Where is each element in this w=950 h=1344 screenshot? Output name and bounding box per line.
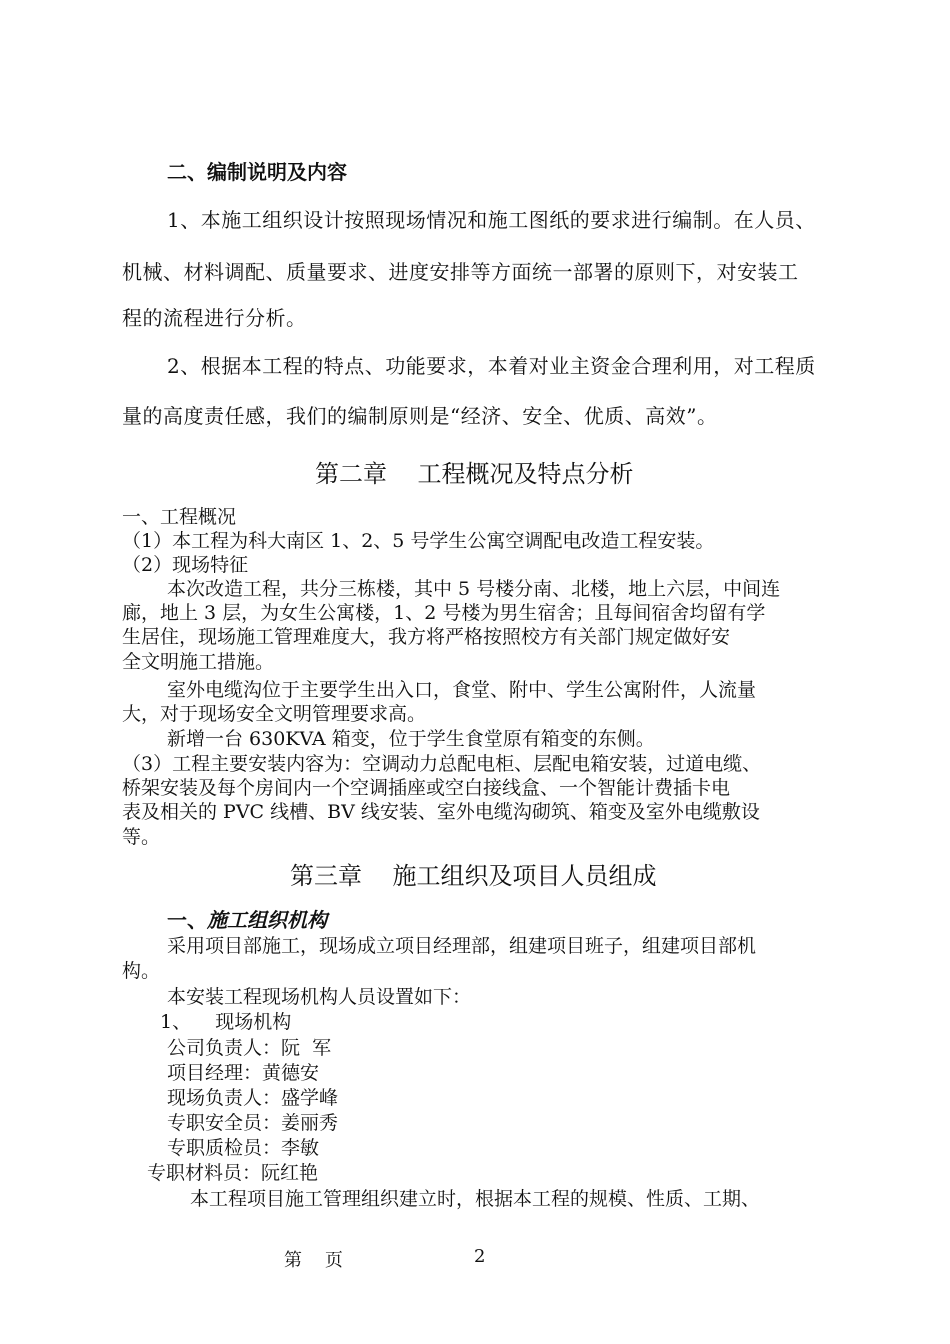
subsection-number: 一、 [167,908,207,932]
body-line: 等。 [122,826,161,848]
chapter-title: 第三章 施工组织及项目人员组成 [290,862,657,890]
body-line: 全文明施工措施。 [122,651,275,673]
body-line: 大，对于现场安全文明管理要求高。 [122,703,427,725]
subsection-heading [167,904,327,933]
body-line: 表及相关的 PVC 线槽、BV 线安装、室外电缆沟砌筑、箱变及室外电缆敷设 [122,801,760,823]
staff-line: 专职质检员：李敏 [167,1137,320,1159]
staff-line: 专职材料员：阮红艳 [147,1162,319,1184]
paragraph-line: 1、本施工组织设计按照现场情况和施工图纸的要求进行编制。在人员、 [167,208,816,232]
paragraph-line: 量的高度责任感，我们的编制原则是“经济、安全、优质、高效”。 [122,404,718,428]
body-line: 生居住，现场施工管理难度大，我方将严格按照校方有关部门规定做好安 [122,626,731,648]
body-line: 本工程项目施工管理组织建立时，根据本工程的规模、性质、工期、 [190,1188,761,1210]
paragraph-line: 机械、材料调配、质量要求、进度安排等方面统一部署的原则下，对安装工 [122,260,799,284]
body-line: 桥架安装及每个房间内一个空调插座或空白接线盒、一个智能计费插卡电 [122,777,731,799]
body-line: 本次改造工程，共分三栋楼，其中 5 号楼分南、北楼，地上六层，中间连 [167,578,781,600]
body-line: 廊，地上 3 层，为女生公寓楼，1、2 号楼为男生宿舍；且每间宿舍均留有学 [122,602,766,624]
chapter-title: 第二章 工程概况及特点分析 [315,460,634,488]
body-line: 本安装工程现场机构人员设置如下： [167,986,472,1008]
body-line: 构。 [122,960,161,982]
list-heading: 1、 现场机构 [160,1011,292,1033]
staff-line: 公司负责人：阮 军 [167,1037,332,1059]
staff-line: 项目经理：黄德安 [167,1062,320,1084]
staff-line: 专职安全员：姜丽秀 [167,1112,339,1134]
page-number: 2 [474,1246,486,1267]
body-line: （1）本工程为科大南区 1、2、5 号学生公寓空调配电改造工程安装。 [122,530,715,552]
section-heading: 二、编制说明及内容 [167,160,347,184]
body-line: 一、工程概况 [122,506,237,528]
body-line: 室外电缆沟位于主要学生出入口，食堂、附中、学生公寓附件，人流量 [167,679,757,701]
body-line: 新增一台 630KVA 箱变，位于学生食堂原有箱变的东侧。 [167,728,655,750]
paragraph-line: 2、根据本工程的特点、功能要求，本着对业主资金合理利用，对工程质 [167,354,816,378]
page-footer-label: 第 页 [284,1250,343,1271]
subsection-title: 施工组织机构 [207,908,327,932]
body-line: 采用项目部施工，现场成立项目经理部，组建项目班子，组建项目部机 [167,935,757,957]
body-line: （3）工程主要安装内容为：空调动力总配电柜、层配电箱安装，过道电缆、 [122,753,762,775]
staff-line: 现场负责人：盛学峰 [167,1087,339,1109]
paragraph-line: 程的流程进行分析。 [122,306,307,330]
body-line: （2）现场特征 [122,554,249,576]
